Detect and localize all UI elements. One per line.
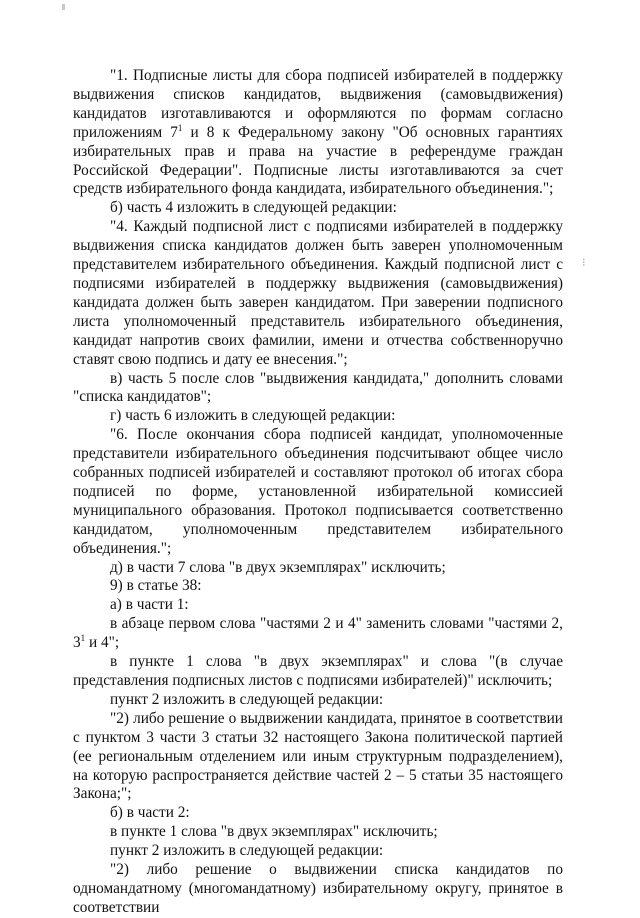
paragraph-text: "2) либо решение о выдвижении кандидата, принятое в соответствии с пунктом 3 части 3 статьи 32 настоящего Закона политической партией (ее региональным отделением или иным структурным подразделением), на которую распространяется действие частей 2 – 5 статьи 35 настоящего Закона;";: [73, 709, 563, 803]
paragraph: [73, 370, 563, 408]
paragraph-text: пункт 2 изложить в следующей редакции:: [110, 690, 384, 708]
paragraph: [73, 596, 563, 615]
document-body: [73, 67, 563, 918]
paragraph-text: пункт 2 изложить в следующей редакции:: [110, 842, 384, 860]
paragraph: [73, 842, 563, 861]
paragraph: [73, 426, 563, 558]
margin-mark: ⁝: [582, 257, 586, 269]
paragraph-text: б) в части 2:: [110, 804, 190, 822]
scan-mark: [62, 4, 65, 10]
paragraph: [73, 710, 563, 805]
paragraph: [73, 559, 563, 578]
paragraph-text: "4. Каждый подписной лист с подписями избирателей в поддержку выдвижения списка кандидатов должен быть заверен уполномоченным представителем избирательного объединения. Каждый подписной лист с подписями избирателей в поддержку выдвижения (самовыдвижения) кандидата должен быть заверен кандидатом. При заверении подписного листа уполномоченный представитель избирательного объединения, кандидат напротив своих фамилии, имени и отчества собственноручно ставят свою подпись и дату ее внесения.";: [73, 218, 563, 368]
superscript: 1: [80, 633, 86, 644]
paragraph-text: в абзаце первом слова "частями 2 и 4" заменить словами "частями 2, 3: [73, 615, 563, 652]
paragraph: [73, 823, 563, 842]
paragraph-text: в пункте 1 слова "в двух экземплярах" и слова "(в случае представления подписных листов с подписями избирателей)" исключить;: [73, 653, 563, 689]
paragraph-text: "6. После окончания сбора подписей кандидат, уполномоченные представители избирательного объединения подсчитывают общее число собранных подписей избирателей и составляют протокол об итогах сбора подписей по форме, установленной избирательной комиссией муниципального образования. Протокол подписывается соответственно кандидатом, уполномоченным представителем избирательного объединения.";: [73, 426, 563, 557]
paragraph: [73, 67, 563, 199]
paragraph-text: и 8 к Федеральному закону "Об основных гарантиях избирательных прав и права на участие в референдуме граждан Российской Федерации". Подписные листы изготавливаются за счет средств избирательного фонда кандидата, избирательного объединения.";: [73, 123, 564, 198]
paragraph-text: в) часть 5 после слов "выдвижения кандидата," дополнить словами "списка кандидатов";: [73, 369, 563, 406]
paragraph-text: д) в части 7 слова "в двух экземплярах" исключить;: [110, 558, 446, 576]
paragraph: [73, 615, 563, 653]
paragraph-text: "1. Подписные листы для сбора подписей избирателей в поддержку выдвижения списков кандидатов, выдвижения (самовыдвижения) кандидатов изготавливаются и оформляются по формам согласно приложениям 7: [73, 67, 563, 141]
paragraph-text: г) часть 6 изложить в следующей редакции:: [110, 407, 396, 425]
paragraph: [73, 653, 563, 691]
paragraph: [73, 407, 563, 426]
paragraph: [73, 861, 563, 918]
paragraph-text: в пункте 1 слова "в двух экземплярах" исключить;: [110, 823, 438, 841]
paragraph-text: б) часть 4 изложить в следующей редакции:: [110, 199, 397, 217]
paragraph-text: и 4";: [85, 634, 120, 652]
superscript: 1: [177, 122, 183, 133]
paragraph-text: "2) либо решение о выдвижении списка кандидатов по одномандатному (многомандатному) избирательному округу, принятое в соответствии: [73, 861, 563, 916]
paragraph: [73, 199, 563, 218]
paragraph: [73, 804, 563, 823]
paragraph-text: 9) в статье 38:: [110, 577, 202, 595]
paragraph: [73, 691, 563, 710]
paragraph: [73, 218, 563, 369]
paragraph-text: а) в части 1:: [110, 596, 189, 614]
paragraph: [73, 577, 563, 596]
